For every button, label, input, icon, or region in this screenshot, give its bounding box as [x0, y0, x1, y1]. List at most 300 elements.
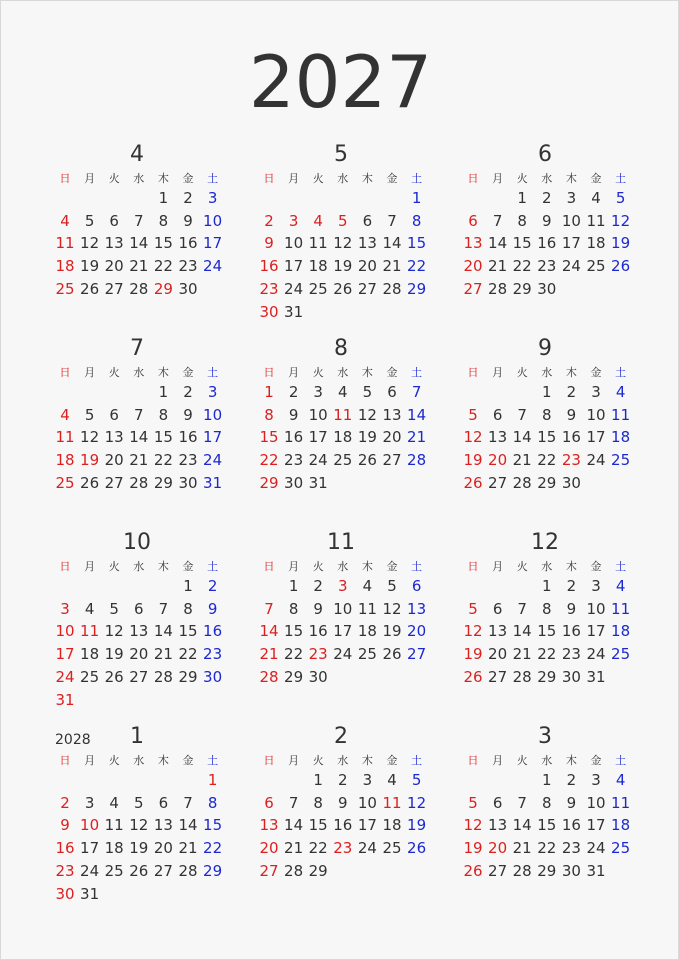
weekday-header — [53, 171, 233, 187]
day-cell: 9 — [313, 599, 323, 618]
week-row — [257, 255, 437, 277]
day-cell: 1 — [158, 189, 169, 207]
weekday-label: 金 — [590, 754, 602, 767]
day-cell: 26 — [333, 279, 353, 298]
day-cell: 16 — [537, 234, 557, 253]
day-cell: 20 — [259, 839, 279, 858]
day-cell: 25 — [80, 667, 100, 686]
day-cell: 25 — [611, 451, 631, 470]
day-cell: 28 — [382, 279, 402, 298]
day-cell: 7 — [158, 599, 169, 618]
day-cell: 29 — [153, 473, 173, 492]
week-row — [461, 210, 641, 232]
day-cell: 20 — [357, 257, 377, 276]
day-cell: 1 — [313, 771, 323, 789]
day-cell: 6 — [411, 577, 422, 595]
day-cell: 9 — [566, 405, 577, 424]
day-cell: 10 — [55, 622, 75, 641]
day-cell: 4 — [615, 383, 626, 401]
day-cell: 19 — [104, 645, 124, 664]
day-cell: 11 — [80, 622, 100, 641]
weekday-label: 土 — [207, 754, 219, 767]
day-cell: 16 — [308, 622, 328, 641]
day-cell: 25 — [611, 645, 631, 664]
week-row — [53, 381, 233, 403]
day-cell: 26 — [463, 473, 483, 492]
weekday-label: 日 — [59, 366, 71, 379]
day-cell: 22 — [537, 451, 557, 470]
day-cell: 17 — [561, 234, 581, 253]
day-cell: 19 — [463, 451, 483, 470]
day-cell: 6 — [492, 599, 503, 618]
day-cell: 27 — [488, 473, 508, 492]
day-cell: 16 — [203, 622, 223, 641]
day-cell: 20 — [153, 839, 173, 858]
week-row — [53, 620, 233, 642]
day-cell: 23 — [537, 257, 557, 276]
weekday-label: 土 — [207, 560, 219, 573]
day-cell: 28 — [512, 667, 532, 686]
week-row — [257, 620, 437, 642]
month-4 — [53, 335, 233, 525]
day-cell: 8 — [313, 793, 323, 812]
day-cell: 6 — [134, 599, 144, 618]
day-cell: 27 — [463, 279, 483, 298]
day-cell: 12 — [129, 816, 149, 835]
day-cell: 18 — [611, 816, 631, 835]
day-cell: 18 — [55, 257, 75, 276]
weekday-header — [461, 365, 641, 381]
day-cell: 20 — [488, 451, 508, 470]
day-cell: 13 — [488, 816, 508, 835]
day-cell: 26 — [80, 473, 100, 492]
day-cell: 20 — [463, 257, 483, 276]
day-cell: 7 — [492, 211, 503, 230]
week-row — [53, 814, 233, 836]
week-row — [53, 575, 233, 597]
weekday-label: 日 — [467, 560, 479, 573]
week-row — [53, 666, 233, 688]
week-row — [257, 404, 437, 426]
week-row — [53, 837, 233, 859]
day-cell: 20 — [382, 428, 402, 447]
day-cell: 30 — [178, 279, 198, 298]
day-cell: 7 — [517, 793, 527, 812]
day-cell: 19 — [80, 451, 100, 470]
week-row — [461, 837, 641, 859]
weekday-label: 水 — [541, 172, 553, 185]
week-row — [257, 449, 437, 471]
day-cell: 3 — [60, 599, 70, 618]
weekday-label: 木 — [157, 560, 169, 573]
day-cell: 17 — [586, 622, 606, 641]
weekday-label: 金 — [590, 366, 602, 379]
weekday-header — [53, 559, 233, 575]
day-cell: 12 — [80, 428, 100, 447]
day-cell: 29 — [259, 473, 279, 492]
weekday-label: 火 — [108, 754, 120, 767]
day-cell: 10 — [203, 405, 223, 424]
month-5 — [257, 335, 437, 525]
day-cell: 31 — [586, 667, 606, 686]
weekday-label: 土 — [615, 172, 627, 185]
day-cell: 30 — [178, 473, 198, 492]
day-cell: 16 — [561, 816, 581, 835]
weekday-label: 火 — [312, 754, 324, 767]
week-row — [461, 769, 641, 791]
day-cell: 19 — [333, 257, 353, 276]
weekday-label: 月 — [84, 366, 96, 379]
day-cell: 8 — [517, 211, 527, 230]
weekday-label: 火 — [516, 172, 528, 185]
day-cell: 12 — [382, 599, 402, 618]
day-cell: 10 — [308, 405, 328, 424]
weekday-label: 土 — [615, 366, 627, 379]
day-cell: 14 — [153, 622, 173, 641]
day-cell: 12 — [357, 405, 377, 424]
day-cell: 6 — [492, 793, 503, 812]
day-cell: 16 — [259, 257, 279, 276]
weekday-label: 月 — [288, 366, 300, 379]
day-cell: 19 — [80, 257, 100, 276]
month-number: 11 — [327, 530, 355, 555]
week-row — [257, 666, 437, 688]
day-cell: 4 — [615, 577, 626, 595]
day-cell: 4 — [362, 577, 373, 595]
day-cell: 15 — [537, 428, 557, 447]
day-cell: 17 — [203, 234, 223, 253]
day-cell: 17 — [55, 645, 75, 664]
day-cell: 19 — [129, 839, 149, 858]
day-cell: 8 — [542, 405, 552, 424]
day-cell: 21 — [178, 839, 198, 858]
day-cell: 21 — [512, 839, 532, 858]
day-cell: 3 — [591, 771, 601, 789]
day-cell: 24 — [203, 257, 223, 276]
day-cell: 27 — [407, 645, 427, 664]
day-cell: 4 — [60, 405, 70, 424]
day-cell: 3 — [207, 383, 218, 401]
day-cell: 1 — [264, 383, 274, 401]
weekday-label: 土 — [615, 560, 627, 573]
day-cell: 15 — [153, 234, 173, 253]
month-number: 9 — [538, 336, 552, 361]
day-cell: 1 — [288, 577, 299, 595]
day-cell: 12 — [80, 234, 100, 253]
day-cell: 23 — [561, 839, 581, 858]
weekday-label: 水 — [337, 366, 349, 379]
day-cell: 28 — [178, 861, 198, 880]
day-cell: 31 — [308, 473, 328, 492]
day-cell: 7 — [134, 405, 144, 424]
week-row — [257, 426, 437, 448]
day-cell: 8 — [158, 405, 169, 424]
day-cell: 22 — [203, 839, 223, 858]
day-cell: 7 — [288, 793, 299, 812]
weekday-header — [257, 753, 437, 769]
day-cell: 3 — [591, 383, 601, 401]
day-cell: 25 — [586, 257, 606, 276]
weekday-label: 水 — [133, 172, 145, 185]
day-cell: 2 — [313, 577, 323, 595]
day-cell: 28 — [284, 861, 304, 880]
day-cell: 26 — [357, 451, 377, 470]
weekday-header — [461, 753, 641, 769]
day-cell: 13 — [407, 599, 427, 618]
day-cell: 24 — [55, 667, 75, 686]
weekday-label: 火 — [516, 560, 528, 573]
day-cell: 30 — [308, 667, 328, 686]
day-cell: 11 — [382, 793, 402, 812]
day-cell: 14 — [284, 816, 304, 835]
weekday-label: 土 — [207, 366, 219, 379]
week-row — [53, 187, 233, 209]
day-cell: 30 — [561, 473, 581, 492]
weekday-label: 日 — [263, 560, 275, 573]
day-cell: 21 — [284, 839, 304, 858]
day-cell: 29 — [407, 279, 427, 298]
day-cell: 27 — [129, 667, 149, 686]
day-cell: 10 — [561, 211, 581, 230]
week-row — [461, 620, 641, 642]
day-cell: 7 — [183, 793, 193, 812]
week-row — [257, 301, 437, 323]
week-row — [53, 598, 233, 620]
day-cell: 24 — [284, 279, 304, 298]
day-cell: 10 — [586, 599, 606, 618]
weekday-label: 月 — [492, 754, 504, 767]
week-row — [257, 598, 437, 620]
day-cell: 17 — [586, 428, 606, 447]
day-cell: 28 — [153, 667, 173, 686]
day-cell: 17 — [586, 816, 606, 835]
day-cell: 18 — [586, 234, 606, 253]
day-cell: 13 — [382, 405, 402, 424]
week-row — [461, 404, 641, 426]
weekday-label: 水 — [337, 172, 349, 185]
week-row — [53, 643, 233, 665]
day-cell: 20 — [488, 645, 508, 664]
day-cell: 28 — [259, 667, 279, 686]
next-year-label: 2028 — [55, 732, 91, 748]
day-cell: 5 — [468, 793, 478, 812]
weekday-label: 月 — [288, 754, 300, 767]
week-row — [257, 814, 437, 836]
day-cell: 14 — [178, 816, 198, 835]
day-cell: 26 — [80, 279, 100, 298]
day-cell: 3 — [313, 383, 323, 401]
day-cell: 8 — [264, 405, 274, 424]
day-cell: 23 — [178, 451, 198, 470]
week-row — [53, 860, 233, 882]
day-cell: 26 — [129, 861, 149, 880]
weekday-label: 火 — [516, 366, 528, 379]
day-cell: 9 — [60, 816, 70, 835]
day-cell: 5 — [109, 599, 119, 618]
day-cell: 7 — [517, 405, 527, 424]
weekday-label: 日 — [263, 366, 275, 379]
weekday-label: 金 — [590, 172, 602, 185]
day-cell: 31 — [284, 302, 304, 321]
day-cell: 8 — [207, 793, 218, 812]
day-cell: 15 — [537, 816, 557, 835]
day-cell: 20 — [104, 451, 124, 470]
day-cell: 9 — [566, 793, 577, 812]
day-cell: 5 — [615, 189, 626, 207]
day-cell: 22 — [284, 645, 304, 664]
day-cell: 29 — [308, 861, 328, 880]
day-cell: 14 — [488, 234, 508, 253]
day-cell: 27 — [259, 861, 279, 880]
day-cell: 24 — [333, 645, 353, 664]
day-cell: 23 — [203, 645, 223, 664]
day-cell: 31 — [586, 861, 606, 880]
day-cell: 13 — [153, 816, 173, 835]
weekday-label: 月 — [84, 172, 96, 185]
day-cell: 6 — [264, 793, 274, 812]
day-cell: 29 — [284, 667, 304, 686]
day-cell: 3 — [566, 189, 577, 207]
day-cell: 13 — [463, 234, 483, 253]
day-cell: 2 — [566, 383, 577, 401]
day-cell: 24 — [80, 861, 100, 880]
day-cell: 6 — [362, 211, 373, 230]
day-cell: 5 — [84, 405, 95, 424]
day-cell: 14 — [512, 816, 532, 835]
day-cell: 23 — [55, 861, 75, 880]
day-cell: 14 — [512, 428, 532, 447]
weekday-label: 火 — [108, 172, 120, 185]
day-cell: 5 — [134, 793, 144, 812]
weekday-label: 日 — [59, 754, 71, 767]
day-cell: 2 — [60, 793, 70, 812]
day-cell: 14 — [129, 428, 149, 447]
day-cell: 9 — [264, 234, 274, 253]
weekday-label: 木 — [157, 754, 169, 767]
day-cell: 21 — [512, 451, 532, 470]
weekday-label: 日 — [59, 560, 71, 573]
day-cell: 1 — [542, 383, 552, 401]
day-cell: 18 — [611, 622, 631, 641]
weekday-label: 日 — [467, 754, 479, 767]
weekday-label: 金 — [386, 560, 398, 573]
week-row — [53, 769, 233, 791]
day-cell: 5 — [468, 405, 478, 424]
weekday-label: 土 — [615, 754, 627, 767]
day-cell: 21 — [407, 428, 427, 447]
day-cell: 11 — [611, 405, 631, 424]
day-cell: 23 — [308, 645, 328, 664]
day-cell: 24 — [357, 839, 377, 858]
weekday-label: 火 — [108, 560, 120, 573]
day-cell: 2 — [183, 383, 193, 401]
day-cell: 10 — [203, 211, 223, 230]
day-cell: 11 — [55, 428, 75, 447]
day-cell: 24 — [586, 645, 606, 664]
day-cell: 30 — [561, 861, 581, 880]
day-cell: 8 — [288, 599, 299, 618]
day-cell: 5 — [411, 771, 422, 789]
day-cell: 26 — [407, 839, 427, 858]
day-cell: 10 — [586, 405, 606, 424]
day-cell: 24 — [561, 257, 581, 276]
month-7 — [53, 529, 233, 719]
day-cell: 10 — [586, 793, 606, 812]
weekday-label: 月 — [492, 172, 504, 185]
day-cell: 15 — [537, 622, 557, 641]
weekday-label: 木 — [565, 560, 577, 573]
day-cell: 4 — [338, 383, 348, 401]
week-row — [257, 769, 437, 791]
weekday-header — [461, 559, 641, 575]
day-cell: 3 — [362, 771, 373, 789]
week-row — [461, 792, 641, 814]
day-cell: 5 — [362, 383, 373, 401]
day-cell: 13 — [104, 428, 124, 447]
day-cell: 16 — [333, 816, 353, 835]
week-row — [257, 643, 437, 665]
week-row — [257, 278, 437, 300]
day-cell: 28 — [512, 473, 532, 492]
day-cell: 7 — [264, 599, 274, 618]
weekday-label: 水 — [133, 366, 145, 379]
day-cell: 20 — [488, 839, 508, 858]
weekday-label: 水 — [541, 754, 553, 767]
weekday-label: 日 — [59, 172, 71, 185]
weekday-label: 火 — [312, 172, 324, 185]
day-cell: 21 — [129, 451, 149, 470]
weekday-label: 金 — [182, 366, 194, 379]
day-cell: 29 — [537, 861, 557, 880]
weekday-label: 木 — [565, 366, 577, 379]
weekday-label: 土 — [207, 172, 219, 185]
day-cell: 26 — [104, 667, 124, 686]
day-cell: 16 — [561, 622, 581, 641]
weekday-label: 火 — [312, 560, 324, 573]
day-cell: 9 — [207, 599, 218, 618]
day-cell: 16 — [178, 428, 198, 447]
month-number: 3 — [538, 724, 552, 749]
day-cell: 15 — [284, 622, 304, 641]
week-row — [53, 792, 233, 814]
day-cell: 5 — [387, 577, 397, 595]
month-number: 8 — [334, 336, 348, 361]
day-cell: 29 — [153, 279, 173, 298]
weekday-label: 木 — [565, 172, 577, 185]
day-cell: 17 — [357, 816, 377, 835]
day-cell: 8 — [158, 211, 169, 230]
week-row — [257, 837, 437, 859]
day-cell: 1 — [207, 771, 218, 789]
day-cell: 4 — [109, 793, 119, 812]
year-title: 2027 — [248, 40, 433, 124]
weekday-label: 火 — [516, 754, 528, 767]
day-cell: 15 — [308, 816, 328, 835]
day-cell: 3 — [591, 577, 601, 595]
day-cell: 30 — [561, 667, 581, 686]
weekday-label: 土 — [411, 754, 423, 767]
weekday-label: 日 — [263, 754, 275, 767]
day-cell: 1 — [411, 189, 422, 207]
week-row — [53, 472, 233, 494]
day-cell: 25 — [382, 839, 402, 858]
weekday-label: 土 — [411, 366, 423, 379]
day-cell: 11 — [586, 211, 606, 230]
week-row — [461, 814, 641, 836]
day-cell: 12 — [611, 211, 631, 230]
day-cell: 22 — [308, 839, 328, 858]
week-row — [461, 666, 641, 688]
